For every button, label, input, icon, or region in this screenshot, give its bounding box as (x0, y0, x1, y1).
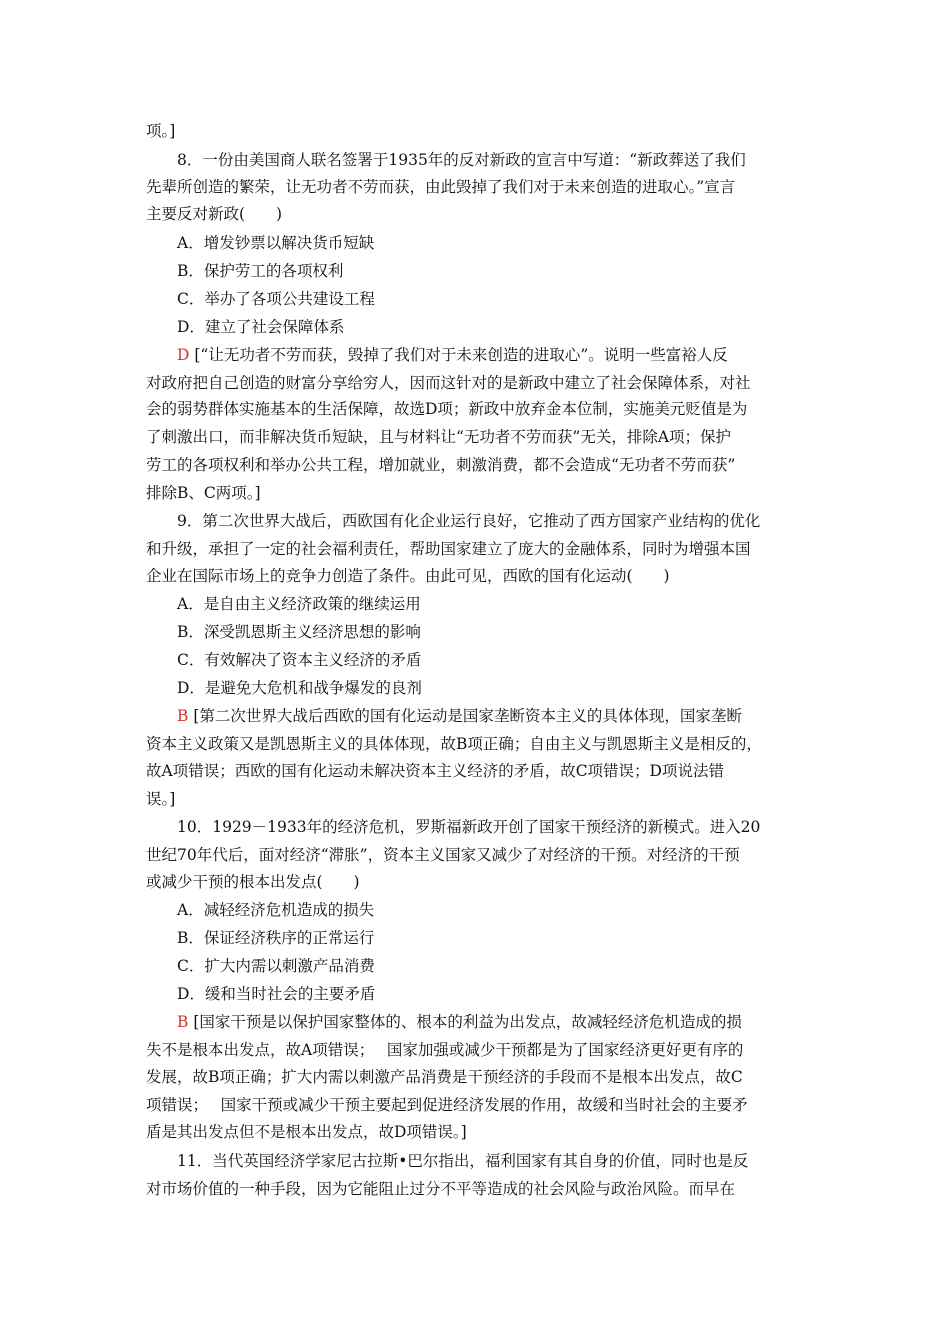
text-line: 先辈所创造的繁荣，让无功者不劳而获，由此毁掉了我们对于未来创造的进取心。”宣言 (146, 178, 736, 196)
answer-explanation: D [“让无功者不劳而获，毁掉了我们对于未来创造的进取心”。说明一些富裕人反 (177, 346, 728, 364)
option-b: B．保护劳工的各项权利 (177, 262, 344, 280)
option-c: C．有效解决了资本主义经济的矛盾 (177, 651, 422, 669)
text-line: 失不是根本出发点，故A项错误； 国家加强或减少干预都是为了国家经济更好更有序的 (146, 1041, 744, 1059)
text-line: 或减少干预的根本出发点( ) (146, 873, 360, 891)
text-line: 误。] (146, 790, 176, 808)
text-line: 发展，故B项正确；扩大内需以刺激产品消费是干预经济的手段而不是根本出发点，故C (146, 1068, 743, 1086)
text-line: 世纪70年代后，面对经济“滞胀”，资本主义国家又减少了对经济的干预。对经济的干预 (146, 846, 740, 864)
text-line: 主要反对新政( ) (146, 205, 283, 223)
text-line: 排除B、C两项。] (146, 484, 261, 502)
text-line: 资本主义政策又是凯恩斯主义的具体体现，故B项正确；自由主义与凯恩斯主义是相反的， (146, 735, 762, 753)
option-c: C．扩大内需以刺激产品消费 (177, 957, 375, 975)
option-a: A．是自由主义经济政策的继续运用 (177, 595, 421, 613)
text-line: 对市场价值的一种手段，因为它能阻止过分不平等造成的社会风险与政治风险。而早在 (146, 1180, 736, 1198)
answer-explanation: B [国家干预是以保护国家整体的、根本的利益为出发点，故减轻经济危机造成的损 (177, 1013, 742, 1031)
question-10-stem: 10．1929－1933年的经济危机，罗斯福新政开创了国家干预经济的新模式。进入20 (177, 818, 761, 836)
option-b: B．保证经济秩序的正常运行 (177, 929, 375, 947)
text-line: 和升级，承担了一定的社会福利责任，帮助国家建立了庞大的金融体系，同时为增强本国 (146, 540, 751, 558)
option-d: D．缓和当时社会的主要矛盾 (177, 985, 376, 1003)
question-9-stem: 9．第二次世界大战后，西欧国有化企业运行良好，它推动了西方国家产业结构的优化 (177, 512, 761, 530)
text-line: 盾是其出发点但不是根本出发点，故D项错误。] (146, 1123, 467, 1141)
answer-letter: D (177, 346, 190, 364)
text-line: 劳工的各项权利和举办公共工程，增加就业，刺激消费，都不会造成“无功者不劳而获” (146, 456, 736, 474)
option-a: A．减轻经济危机造成的损失 (177, 901, 375, 919)
option-b: B．深受凯恩斯主义经济思想的影响 (177, 623, 421, 641)
option-d: D．建立了社会保障体系 (177, 318, 345, 336)
option-a: A．增发钞票以解决货币短缺 (177, 234, 375, 252)
text-line: 项错误； 国家干预或减少干预主要起到促进经济发展的作用，故缓和当时社会的主要矛 (146, 1096, 748, 1114)
question-11-stem: 11．当代英国经济学家尼古拉斯•巴尔指出，福利国家有其自身的价值，同时也是反 (177, 1152, 749, 1170)
question-8-stem: 8．一份由美国商人联名签署于1935年的反对新政的宣言中写道：“新政葬送了我们 (177, 151, 746, 169)
option-d: D．是避免大危机和战争爆发的良剂 (177, 679, 422, 697)
text-line: 企业在国际市场上的竞争力创造了条件。由此可见，西欧的国有化运动( ) (146, 567, 670, 585)
answer-letter: B (177, 1013, 189, 1031)
text-line: 对政府把自己创造的财富分享给穷人，因而这针对的是新政中建立了社会保障体系，对社 (146, 374, 751, 392)
text-line: 故A项错误；西欧的国有化运动未解决资本主义经济的矛盾，故C项错误；D项说法错 (146, 762, 724, 780)
text-line: 项。] (146, 122, 176, 140)
answer-letter: B (177, 707, 189, 725)
answer-explanation: B [第二次世界大战后西欧的国有化运动是国家垄断资本主义的具体体现，国家垄断 (177, 707, 742, 725)
text-line: 会的弱势群体实施基本的生活保障，故选D项；新政中放弃金本位制，实施美元贬值是为 (146, 400, 748, 418)
text-line: 了刺激出口，而非解决货币短缺，且与材料让“无功者不劳而获”无关，排除A项；保护 (146, 428, 732, 446)
option-c: C．举办了各项公共建设工程 (177, 290, 375, 308)
